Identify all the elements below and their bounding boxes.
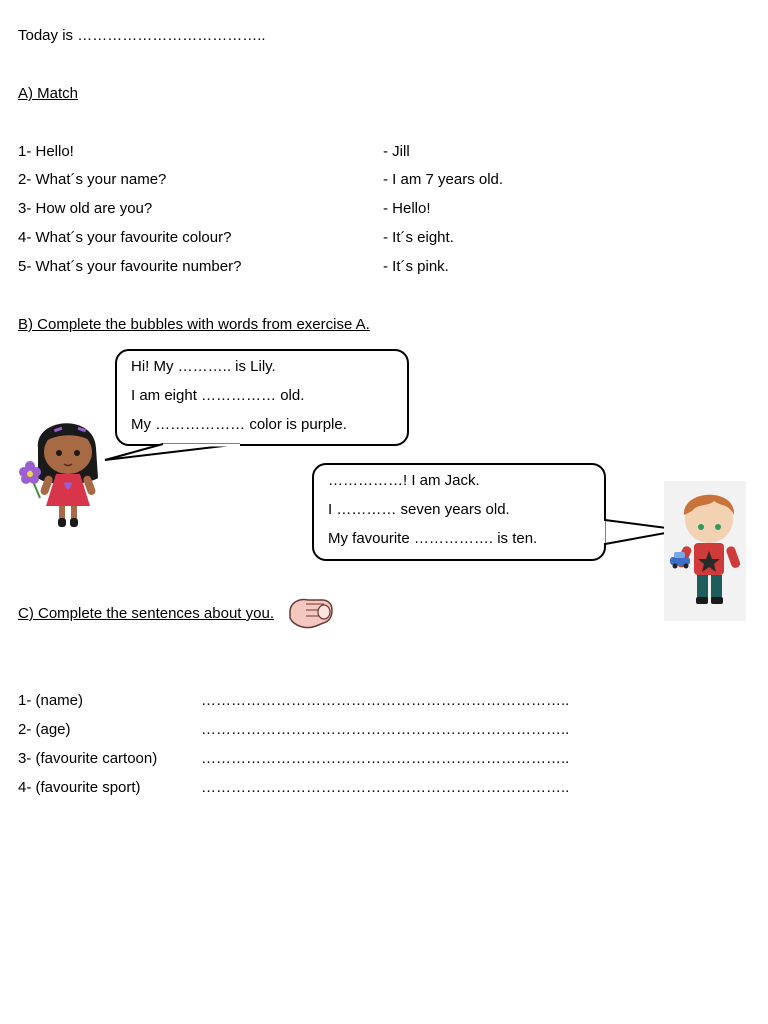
question-1: 1- Hello! xyxy=(18,143,74,160)
girl-bubble-line-1: Hi! My ……….. is Lily. xyxy=(131,358,276,375)
answer-5: - It´s pink. xyxy=(383,258,449,275)
girl-bubble-line-2: I am eight …………… old. xyxy=(131,387,305,404)
about-row-3-blank: ……………………………………………………………….. xyxy=(201,750,570,767)
boy-bubble-line-2: I ………… seven years old. xyxy=(328,501,510,518)
about-row-4-blank: ……………………………………………………………….. xyxy=(201,779,570,796)
answer-4: - It´s eight. xyxy=(383,229,454,246)
answer-2: - I am 7 years old. xyxy=(383,171,504,188)
boy-bubble-line-1: ……………! I am Jack. xyxy=(328,472,480,489)
question-4: 4- What´s your favourite colour? xyxy=(18,229,232,246)
section-b-title: B) Complete the bubbles with words from exercise A. xyxy=(18,316,370,333)
about-row-3-label: 3- (favourite cartoon) xyxy=(18,750,158,767)
answer-3: - Hello! xyxy=(383,200,431,217)
about-row-2-blank: ……………………………………………………………….. xyxy=(201,721,570,738)
about-row-4-label: 4- (favourite sport) xyxy=(18,779,141,796)
boy-bubble-line-3: My favourite ……………. is ten. xyxy=(328,530,538,547)
section-a-title: A) Match xyxy=(18,85,79,102)
answer-1: - Jill xyxy=(383,143,410,160)
question-5: 5- What´s your favourite number? xyxy=(18,258,242,275)
question-2: 2- What´s your name? xyxy=(18,171,167,188)
about-row-1-blank: ……………………………………………………………….. xyxy=(201,692,570,709)
boy-illustration xyxy=(664,481,746,621)
section-c-title: C) Complete the sentences about you. xyxy=(18,605,274,622)
today-line: Today is ……………………………….. xyxy=(18,27,266,44)
pointing-hand-icon xyxy=(286,592,338,634)
about-row-1-label: 1- (name) xyxy=(18,692,84,709)
about-row-2-label: 2- (age) xyxy=(18,721,71,738)
girl-bubble-line-3: My ……………… color is purple. xyxy=(131,416,347,433)
question-3: 3- How old are you? xyxy=(18,200,153,217)
